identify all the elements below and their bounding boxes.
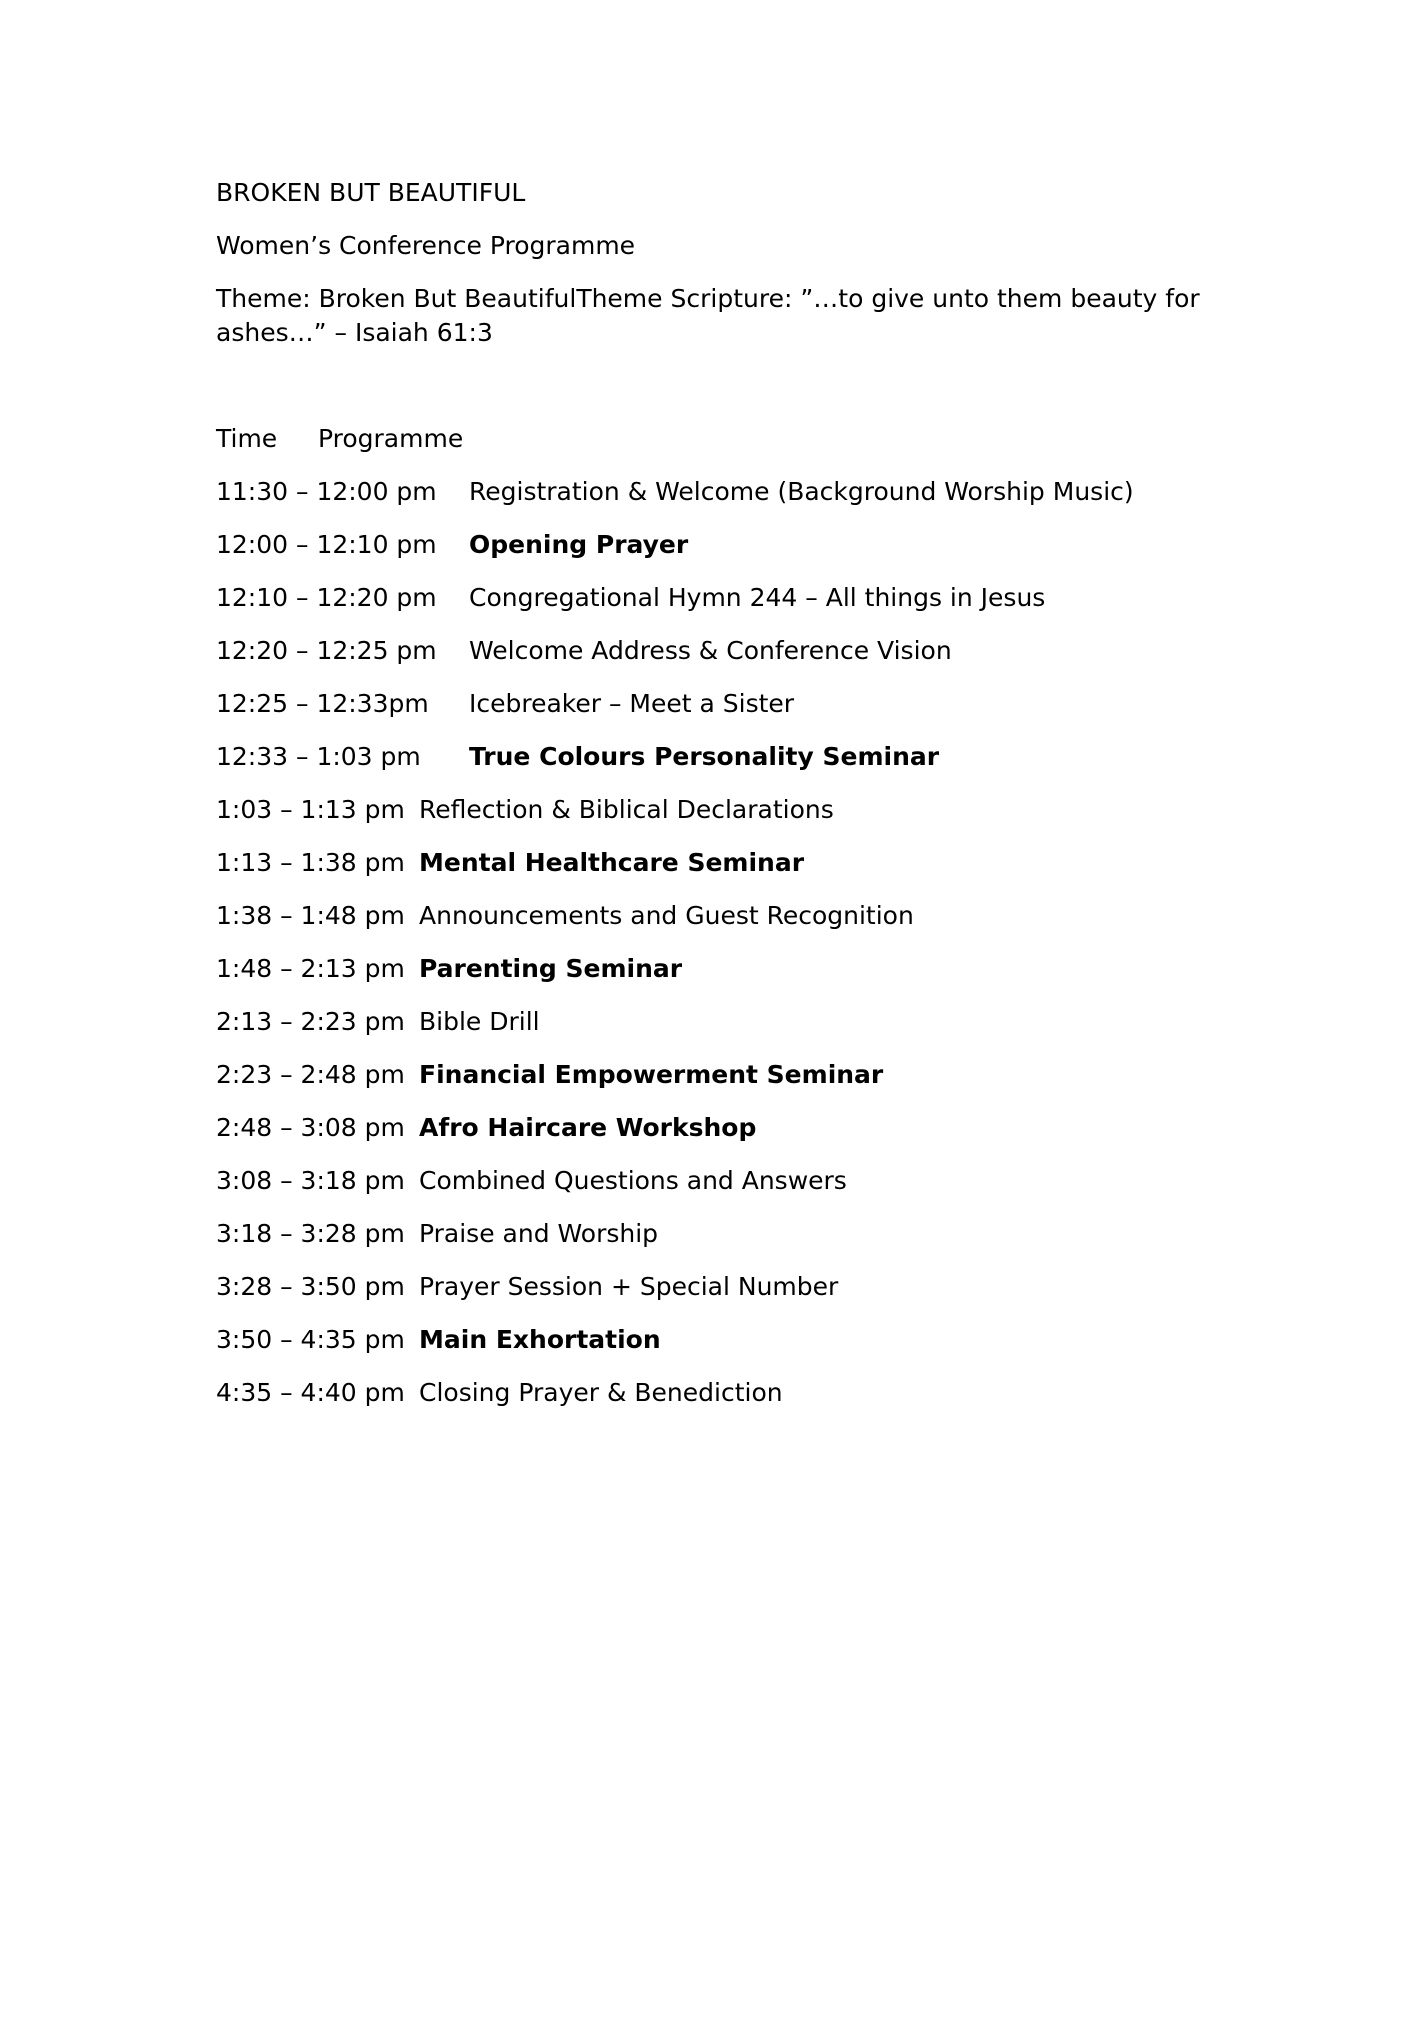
programme-row (216, 1217, 1216, 1251)
programme-row (216, 952, 1216, 986)
row-time: 11:30 – 12:00 pm (216, 477, 437, 506)
programme-row (216, 634, 1216, 668)
row-item: Registration & Welcome (Background Worship Music) (469, 477, 1134, 506)
row-item: Announcements and Guest Recognition (419, 901, 914, 930)
programme-row (216, 581, 1216, 615)
row-item: Financial Empowerment Seminar (419, 1060, 884, 1089)
programme-row (216, 687, 1216, 721)
row-time: 1:13 – 1:38 pm (216, 848, 405, 877)
programme-row (216, 475, 1216, 509)
programme-row (216, 1005, 1216, 1039)
row-time: 12:25 – 12:33pm (216, 689, 429, 718)
row-item: Parenting Seminar (419, 954, 683, 983)
row-time: 12:33 – 1:03 pm (216, 742, 421, 771)
row-item: Prayer Session + Special Number (419, 1272, 839, 1301)
row-item: True Colours Personality Seminar (469, 742, 940, 771)
document-subtitle: Women’s Conference Programme (216, 231, 636, 260)
row-item: Main Exhortation (419, 1325, 661, 1354)
row-time: 3:50 – 4:35 pm (216, 1325, 405, 1354)
row-time: 2:23 – 2:48 pm (216, 1060, 405, 1089)
row-item: Welcome Address & Conference Vision (469, 636, 952, 665)
row-item: Combined Questions and Answers (419, 1166, 847, 1195)
row-time: 1:48 – 2:13 pm (216, 954, 405, 983)
programme-row (216, 1323, 1216, 1357)
row-time: 3:28 – 3:50 pm (216, 1272, 405, 1301)
row-time: 12:20 – 12:25 pm (216, 636, 437, 665)
programme-row (216, 1058, 1216, 1092)
row-time: 2:13 – 2:23 pm (216, 1007, 405, 1036)
row-item: Congregational Hymn 244 – All things in Jesus (469, 583, 1046, 612)
row-item: Bible Drill (419, 1007, 540, 1036)
programme-row (216, 846, 1216, 880)
programme-row (216, 1164, 1216, 1198)
programme-row (216, 740, 1216, 774)
programme-row (216, 528, 1216, 562)
row-item: Reflection & Biblical Declarations (419, 795, 834, 824)
programme-row (216, 899, 1216, 933)
header-programme: Programme (318, 424, 464, 453)
row-time: 2:48 – 3:08 pm (216, 1113, 405, 1142)
row-item: Praise and Worship (419, 1219, 659, 1248)
programme-header-row (216, 422, 1216, 456)
programme-row (216, 1376, 1216, 1410)
document-title: BROKEN BUT BEAUTIFUL (216, 178, 526, 207)
row-item: Closing Prayer & Benediction (419, 1378, 783, 1407)
row-item: Icebreaker – Meet a Sister (469, 689, 795, 718)
programme-row (216, 1270, 1216, 1304)
row-time: 3:18 – 3:28 pm (216, 1219, 405, 1248)
theme-line: Theme: Broken But BeautifulTheme Scripture: ”…to give unto them beauty for ashes…” – Isaiah 61:3 (216, 284, 1200, 347)
row-time: 12:00 – 12:10 pm (216, 530, 437, 559)
header-time: Time (216, 424, 278, 453)
row-item: Afro Haircare Workshop (419, 1113, 757, 1142)
document-page (216, 176, 1216, 1429)
row-time: 4:35 – 4:40 pm (216, 1378, 405, 1407)
row-item: Mental Healthcare Seminar (419, 848, 805, 877)
row-time: 3:08 – 3:18 pm (216, 1166, 405, 1195)
row-time: 1:38 – 1:48 pm (216, 901, 405, 930)
programme-row (216, 1111, 1216, 1145)
row-time: 1:03 – 1:13 pm (216, 795, 405, 824)
row-item: Opening Prayer (469, 530, 689, 559)
programme-row (216, 793, 1216, 827)
row-time: 12:10 – 12:20 pm (216, 583, 437, 612)
